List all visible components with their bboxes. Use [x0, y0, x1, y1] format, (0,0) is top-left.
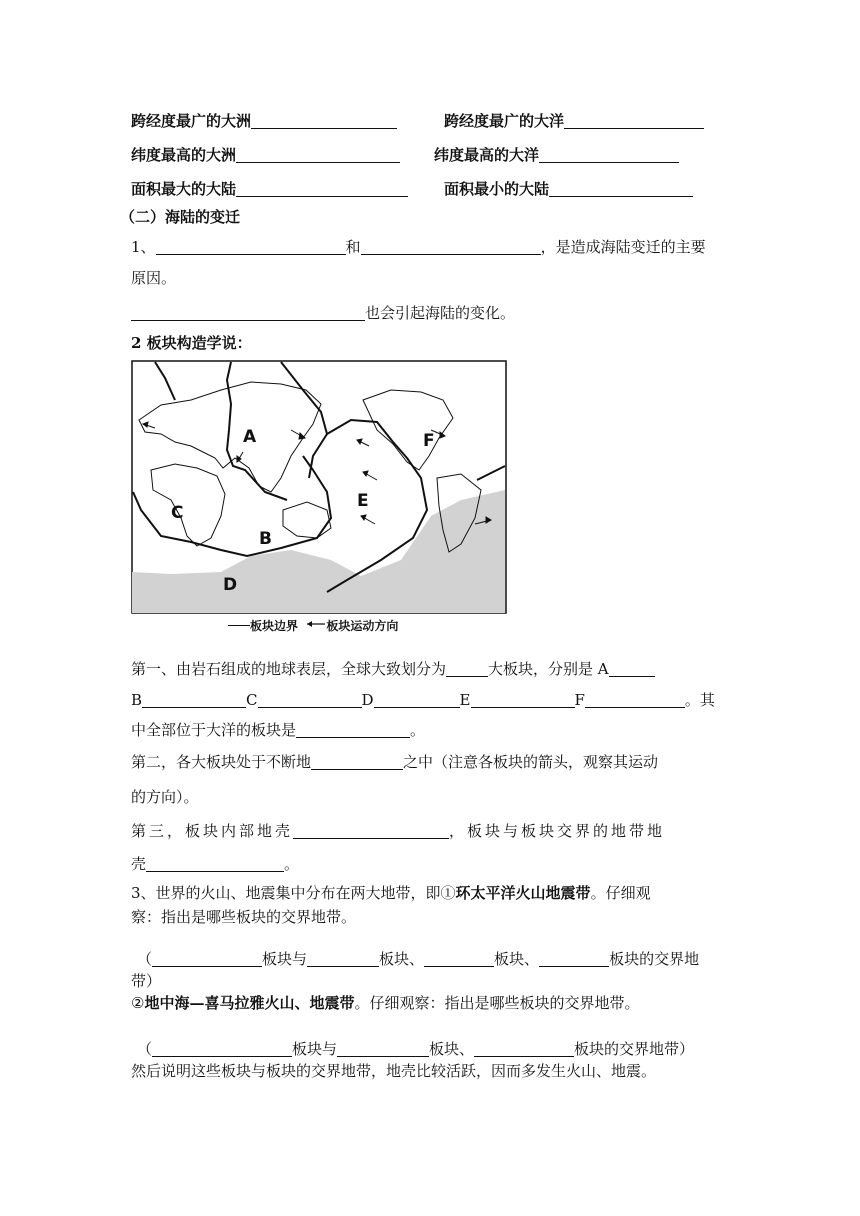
sentence-text: 。: [284, 855, 300, 873]
answer-blank[interactable]: [236, 180, 408, 197]
para1-line3: [131, 719, 731, 741]
section3-blanks2: [137, 1038, 737, 1060]
answer-blank[interactable]: [585, 691, 685, 708]
answer-blank[interactable]: [374, 691, 460, 708]
question-label: 纬度最高的大洲: [131, 146, 237, 164]
plate-label-a: A: [243, 427, 257, 447]
sentence-text: 3、世界的火山、地震集中分布在两大地带，即①: [131, 884, 456, 902]
section1-line2: 原因。: [131, 269, 177, 287]
sentence-text: 板块与: [292, 1040, 338, 1058]
mediterranean-belt-name: 地中海—喜马拉雅火山、地震带: [144, 994, 355, 1012]
sentence-text: 板块、: [429, 1040, 475, 1058]
section2-title: 2 板块构造学说：: [131, 334, 252, 352]
sentence-text: 第二，各大板块处于不断地: [131, 753, 312, 771]
section3-line1: [131, 882, 731, 904]
section3-blanks1-end: 带）: [131, 972, 162, 990]
para2-line1: [131, 751, 731, 773]
sentence-text: ，板块与板块交界的地带地: [449, 822, 666, 840]
answer-blank[interactable]: [446, 660, 488, 677]
section3-blanks1: [137, 948, 737, 970]
sentence-text: 之中（注意各板块的箭头，观察其运动: [403, 753, 659, 771]
plate-label-b: B: [259, 529, 272, 549]
boundary-line-swatch: [228, 625, 250, 626]
answer-blank[interactable]: [251, 112, 397, 129]
plate-label-c: C: [171, 503, 184, 523]
answer-blank[interactable]: [549, 180, 693, 197]
bracket: （: [137, 950, 153, 968]
plate-tectonics-map: [131, 360, 507, 614]
answer-blank[interactable]: [361, 238, 541, 255]
answer-blank[interactable]: [258, 691, 362, 708]
answer-blank[interactable]: [609, 660, 655, 677]
answer-blank[interactable]: [337, 1040, 429, 1057]
plate-letter: F: [574, 691, 585, 709]
para3-line1: [131, 820, 731, 842]
answer-blank[interactable]: [142, 691, 246, 708]
question-label: 跨经度最广的大洲: [131, 112, 252, 130]
answer-blank[interactable]: [293, 822, 449, 839]
answer-blank[interactable]: [424, 950, 494, 967]
answer-blank[interactable]: [471, 691, 575, 708]
answer-blank[interactable]: [156, 238, 346, 255]
answer-blank[interactable]: [236, 146, 400, 163]
question-label: 面积最大的大陆: [131, 180, 237, 198]
bracket: （: [137, 1040, 153, 1058]
answer-blank[interactable]: [539, 950, 609, 967]
plate-label-d: D: [223, 575, 238, 595]
section3-line2: 察：指出是哪些板块的交界地带。: [131, 908, 357, 926]
circled-number: ②: [131, 994, 145, 1012]
answer-blank[interactable]: [131, 304, 365, 321]
question-label: 跨经度最广的大洋: [444, 112, 565, 130]
sentence-text: 第三，板块内部地壳: [131, 822, 294, 840]
plate-label-e: E: [357, 491, 369, 511]
sentence-text: 大板块，分别是 A: [488, 660, 609, 678]
answer-blank[interactable]: [311, 753, 403, 770]
motion-arrow-swatch: [306, 620, 326, 628]
para3-line2: [131, 853, 731, 875]
section1-line3: [131, 302, 731, 324]
question-row-2: [131, 144, 731, 166]
sentence-text: 壳: [131, 855, 147, 873]
section1-line1: [131, 236, 731, 258]
sentence-text: 。仔细观: [590, 884, 651, 902]
question-row-1: [131, 110, 731, 132]
section-heading: （二）海陆的变迁: [120, 208, 241, 226]
item-number: 1、: [131, 238, 156, 256]
answer-blank[interactable]: [152, 950, 262, 967]
plate-label-f: F: [423, 431, 435, 451]
sentence-text: 第一、由岩石组成的地球表层，全球大致划分为: [131, 660, 447, 678]
answer-blank[interactable]: [539, 146, 679, 163]
section3-final: 然后说明这些板块与板块的交界地带，地壳比较活跃，因而多发生火山、地震。: [131, 1062, 657, 1080]
question-label: 面积最小的大陆: [444, 180, 550, 198]
sentence-text: 。: [410, 721, 426, 739]
legend-boundary-label: 板块边界: [250, 619, 299, 633]
answer-blank[interactable]: [307, 950, 379, 967]
plate-letter: B: [131, 691, 143, 709]
sentence-text: ，是造成海陆变迁的主要: [540, 238, 706, 256]
para1-line2: [131, 689, 731, 711]
connector-text: 和: [345, 238, 361, 256]
plate-letter: C: [246, 691, 258, 709]
sentence-text: 板块的交界地带）: [574, 1040, 695, 1058]
map-legend: [228, 617, 398, 634]
legend-motion-label: 板块运动方向: [326, 619, 399, 633]
sentence-text: 板块、: [379, 950, 425, 968]
sentence-text: 。仔细观察：指出是哪些板块的交界地带。: [354, 994, 640, 1012]
answer-blank[interactable]: [146, 855, 284, 872]
answer-blank[interactable]: [296, 721, 410, 738]
pacific-ring-name: 环太平洋火山地震带: [455, 884, 591, 902]
sentence-text: 。其: [684, 691, 715, 709]
answer-blank[interactable]: [474, 1040, 574, 1057]
plate-letter: D: [361, 691, 374, 709]
plate-letter: E: [459, 691, 471, 709]
sentence-text: 板块的交界地: [609, 950, 700, 968]
section3-line3: [131, 992, 731, 1014]
sentence-text: 也会引起海陆的变化。: [365, 304, 516, 322]
sentence-text: 中全部位于大洋的板块是: [131, 721, 297, 739]
answer-blank[interactable]: [152, 1040, 292, 1057]
sentence-text: 板块与: [262, 950, 308, 968]
question-label: 纬度最高的大洋: [434, 146, 540, 164]
question-row-3: [131, 178, 731, 200]
answer-blank[interactable]: [564, 112, 704, 129]
para2-line2: 的方向）。: [131, 788, 199, 806]
para1-line1: [131, 658, 731, 680]
sentence-text: 板块、: [494, 950, 540, 968]
